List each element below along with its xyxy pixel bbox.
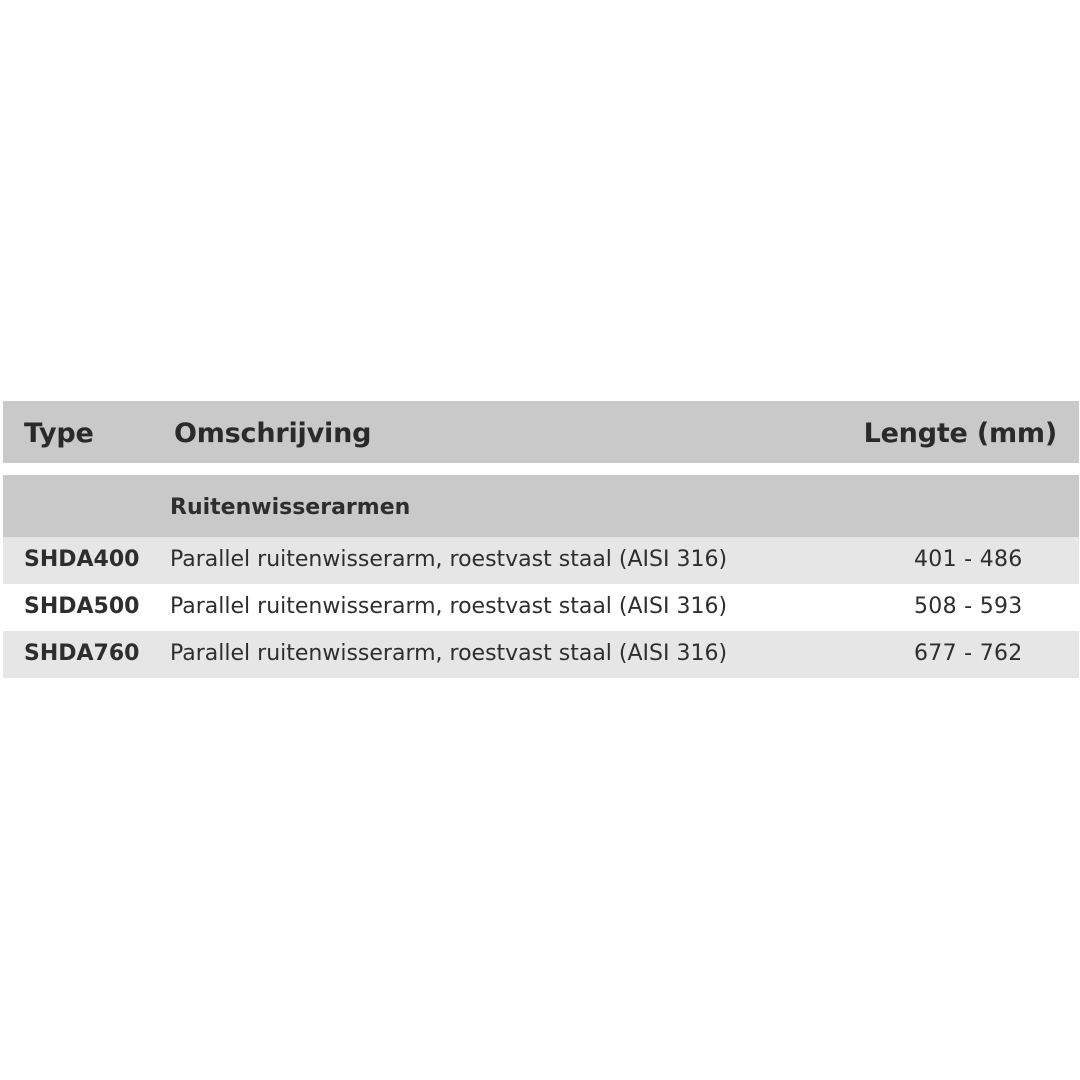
header-type: Type <box>24 418 94 449</box>
header-length: Lengte (mm) <box>863 418 1057 449</box>
group-title: Ruitenwisserarmen <box>170 495 411 520</box>
header-description: Omschrijving <box>174 418 372 449</box>
group-row <box>3 475 1079 537</box>
table-row <box>3 584 1079 631</box>
row-description: Parallel ruitenwisserarm, roestvast staal (AISI 316) <box>170 641 728 666</box>
row-length: 508 - 593 <box>914 594 1023 619</box>
table-header-row <box>3 401 1079 463</box>
table-row <box>3 537 1079 584</box>
row-description: Parallel ruitenwisserarm, roestvast staal (AISI 316) <box>170 594 728 619</box>
table-row <box>3 631 1079 678</box>
product-table <box>3 401 1079 678</box>
header-spacer <box>3 463 1079 475</box>
row-type: SHDA500 <box>24 594 140 619</box>
row-type: SHDA760 <box>24 641 140 666</box>
row-type: SHDA400 <box>24 547 140 572</box>
row-description: Parallel ruitenwisserarm, roestvast staal (AISI 316) <box>170 547 728 572</box>
row-length: 677 - 762 <box>914 641 1023 666</box>
row-length: 401 - 486 <box>914 547 1023 572</box>
